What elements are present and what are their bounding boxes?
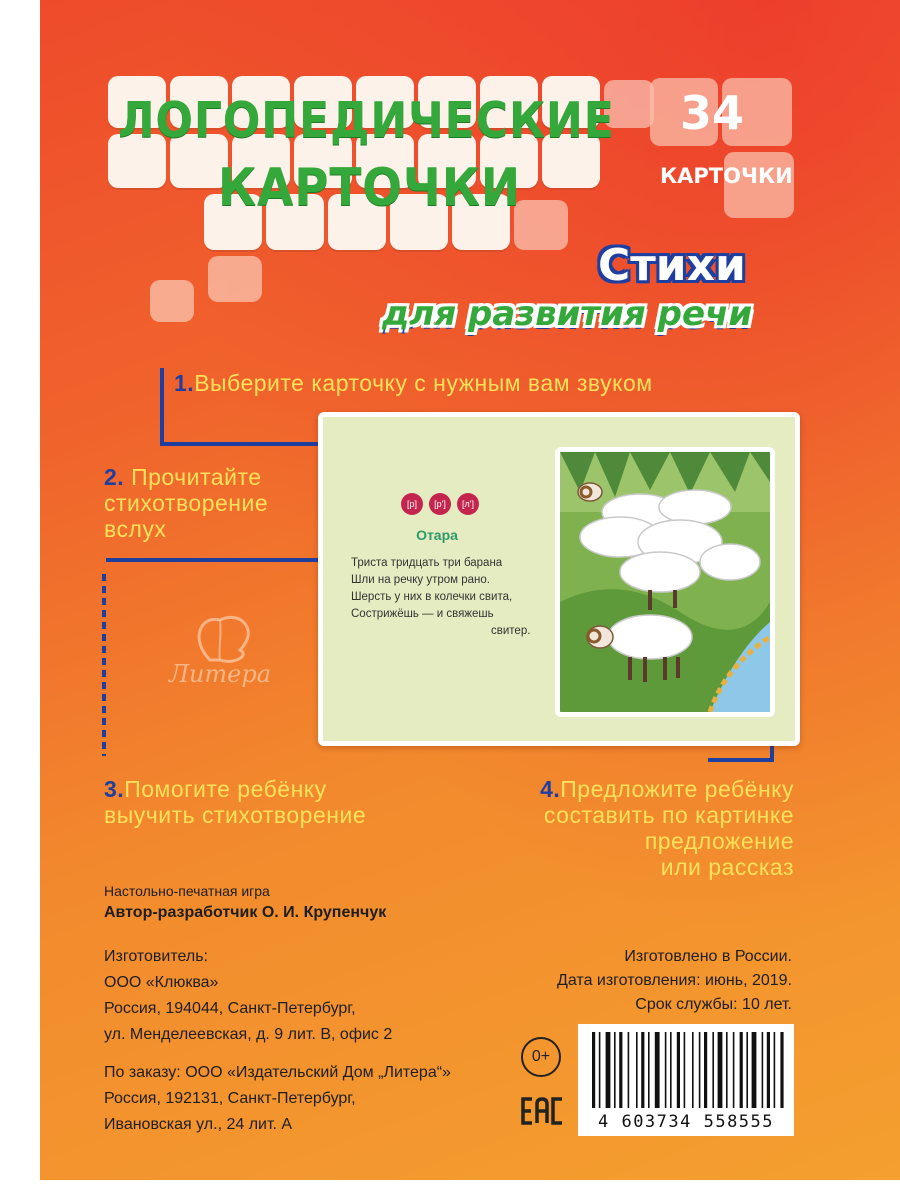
step-2 bbox=[104, 464, 268, 542]
poem-title: Отара bbox=[416, 527, 458, 543]
orderer-line: По заказу: ООО «Издательский Дом „Литера“» bbox=[104, 1064, 451, 1081]
step-1-text: Выберите карточку с нужным вам звуком bbox=[194, 370, 653, 396]
step-2-line-3: вслух bbox=[104, 516, 167, 542]
card-count-number: 34 bbox=[680, 86, 745, 140]
poem-line: Сострижёшь — и свяжешь bbox=[351, 608, 494, 620]
sound-chip: [р'] bbox=[429, 493, 451, 515]
manufacturer-line: ООО «Клюква» bbox=[104, 974, 219, 991]
title-line-2: КАРТОЧКИ bbox=[218, 158, 521, 218]
poem-line: Триста тридцать три барана bbox=[351, 557, 503, 569]
connector-line bbox=[708, 758, 774, 762]
connector-line-dashed bbox=[102, 574, 106, 756]
production-line: Изготовлено в России. bbox=[624, 948, 792, 965]
title-line-1: ЛОГОПЕДИЧЕСКИЕ bbox=[118, 92, 615, 149]
age-rating-badge: 0+ bbox=[521, 1037, 561, 1077]
step-3 bbox=[104, 776, 366, 828]
step-4-line-4: или рассказ bbox=[660, 854, 794, 880]
connector-line bbox=[160, 368, 164, 446]
step-4-line-3: предложение bbox=[644, 828, 794, 854]
manufacturer-line: ул. Менделеевская, д. 9 лит. В, офис 2 bbox=[104, 1026, 393, 1043]
watermark-text: Литера bbox=[168, 660, 272, 688]
poems-badge-word: Стихи bbox=[598, 240, 746, 291]
step-4 bbox=[440, 776, 794, 880]
step-2-line-1: Прочитайте bbox=[131, 464, 262, 490]
game-type: Настольно-печатная игра bbox=[104, 883, 270, 899]
author: Автор-разработчик О. И. Крупенчук bbox=[104, 904, 387, 921]
card-count-label: КАРТОЧКИ bbox=[660, 164, 793, 188]
orderer-line: Ивановская ул., 24 лит. А bbox=[104, 1116, 293, 1133]
step-2-line-2: стихотворение bbox=[104, 490, 269, 516]
step-4-line-2: составить по картинке bbox=[543, 802, 794, 828]
step-4-number: 4. bbox=[540, 776, 561, 802]
step-4-line-1: Предложите ребёнку bbox=[560, 776, 794, 802]
manufacturer-line: Россия, 194044, Санкт-Петербург, bbox=[104, 1000, 356, 1017]
barcode-digits: 4 603734 558555 bbox=[597, 1112, 775, 1132]
sample-card bbox=[318, 412, 800, 746]
publisher-watermark bbox=[150, 600, 290, 710]
poem-line: Шерсть у них в колечки свита, bbox=[351, 591, 513, 603]
step-3-line-2: выучить стихотворение bbox=[104, 802, 367, 828]
poem-line: Шли на речку утром рано. bbox=[351, 574, 490, 586]
eac-mark-icon bbox=[520, 1096, 564, 1126]
manufacturer-line: Изготовитель: bbox=[104, 948, 208, 965]
production-line: Дата изготовления: июнь, 2019. bbox=[557, 972, 792, 989]
step-1-number: 1. bbox=[174, 370, 195, 396]
orderer-line: Россия, 192131, Санкт-Петербург, bbox=[104, 1090, 356, 1107]
step-2-number: 2. bbox=[104, 464, 125, 490]
step-3-number: 3. bbox=[104, 776, 125, 802]
production-line: Срок службы: 10 лет. bbox=[635, 996, 792, 1013]
sound-chip: [р] bbox=[401, 493, 423, 515]
poem-line: свитер. bbox=[491, 625, 531, 637]
step-1 bbox=[174, 370, 653, 396]
sound-chip: [л'] bbox=[457, 493, 479, 515]
sheep-illustration bbox=[555, 447, 775, 717]
poems-badge-subtitle: для развития речи bbox=[382, 294, 753, 334]
barcode bbox=[578, 1024, 794, 1136]
step-3-line-1: Помогите ребёнку bbox=[124, 776, 327, 802]
